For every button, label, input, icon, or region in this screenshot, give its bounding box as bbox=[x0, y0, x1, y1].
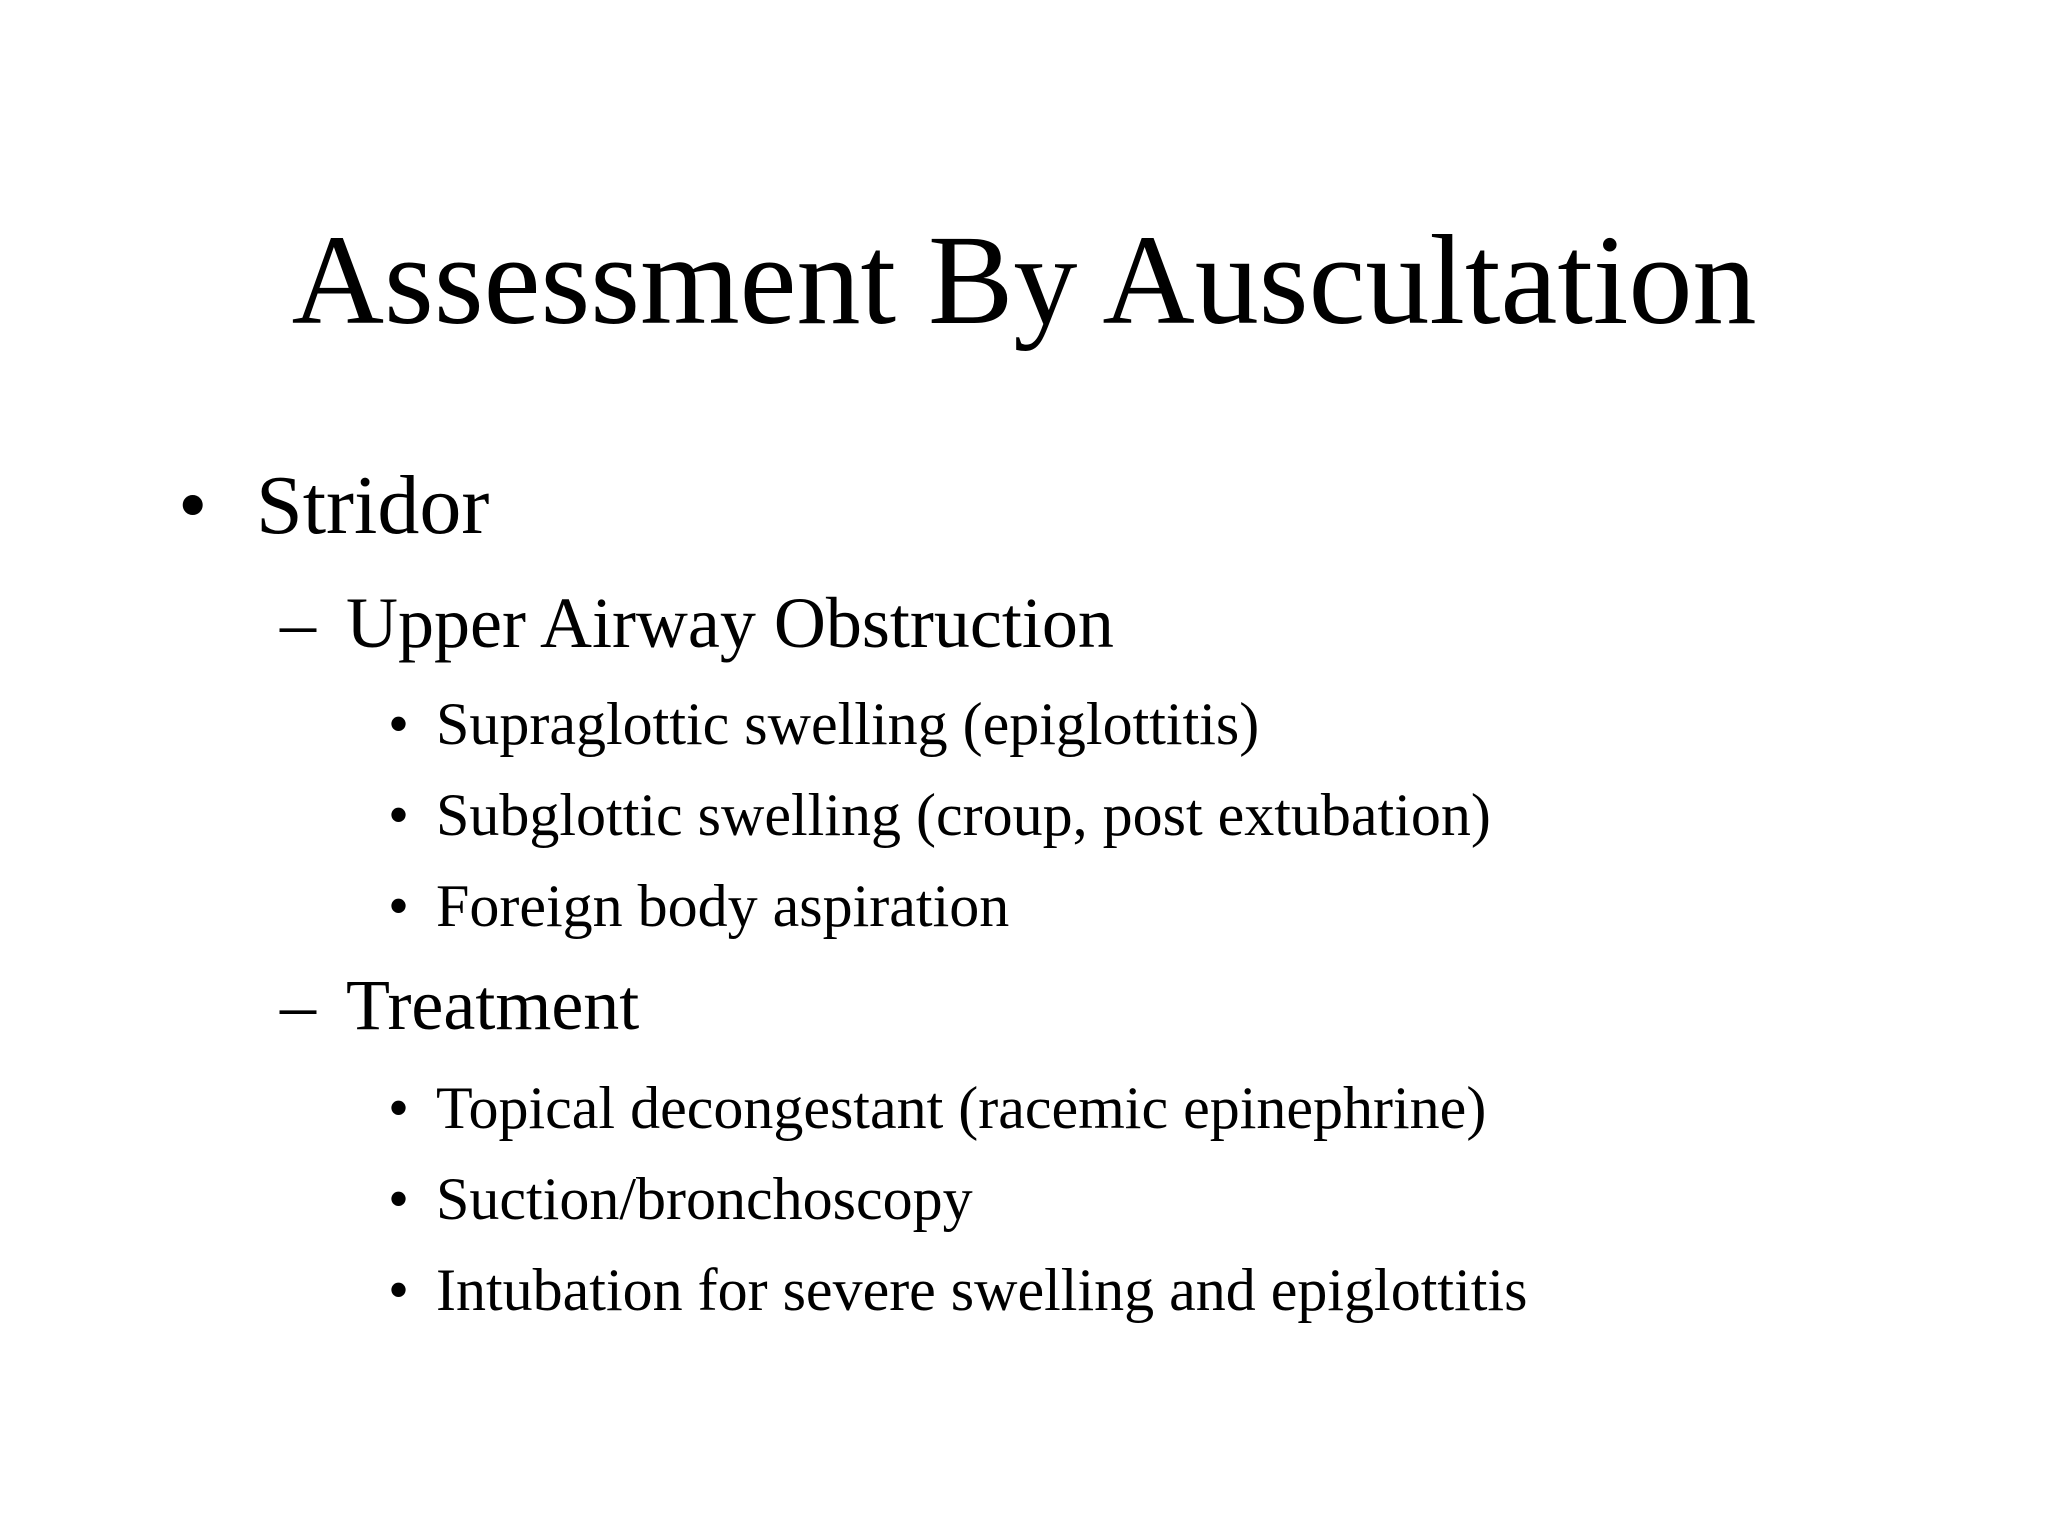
bullet-upper-airway-obstruction: Upper Airway Obstruction bbox=[346, 583, 1114, 663]
sub-bullet-topical-decongestant: Topical decongestant (racemic epinephrine) bbox=[436, 1075, 1487, 1141]
sub-bullet-foreign-body: Foreign body aspiration bbox=[436, 873, 1010, 939]
sub-bullet-marker: • bbox=[388, 782, 410, 848]
dash-marker: – bbox=[280, 583, 316, 663]
sub-bullet-subglottic: Subglottic swelling (croup, post extubation) bbox=[436, 782, 1491, 848]
sub-bullet-marker: • bbox=[388, 691, 410, 757]
bullet-treatment: Treatment bbox=[346, 965, 640, 1045]
bullet-marker: • bbox=[178, 459, 208, 552]
sub-bullet-intubation: Intubation for severe swelling and epiglottitis bbox=[436, 1257, 1528, 1323]
dash-marker: – bbox=[280, 965, 316, 1045]
sub-bullet-marker: • bbox=[388, 1166, 410, 1232]
sub-bullet-marker: • bbox=[388, 1075, 410, 1141]
sub-bullet-marker: • bbox=[388, 873, 410, 939]
sub-bullet-suction: Suction/bronchoscopy bbox=[436, 1166, 973, 1232]
sub-bullet-marker: • bbox=[388, 1257, 410, 1323]
sub-bullet-supraglottic: Supraglottic swelling (epiglottitis) bbox=[436, 691, 1260, 757]
bullet-stridor: Stridor bbox=[256, 459, 490, 552]
slide-title: Assessment By Auscultation bbox=[291, 209, 1757, 351]
